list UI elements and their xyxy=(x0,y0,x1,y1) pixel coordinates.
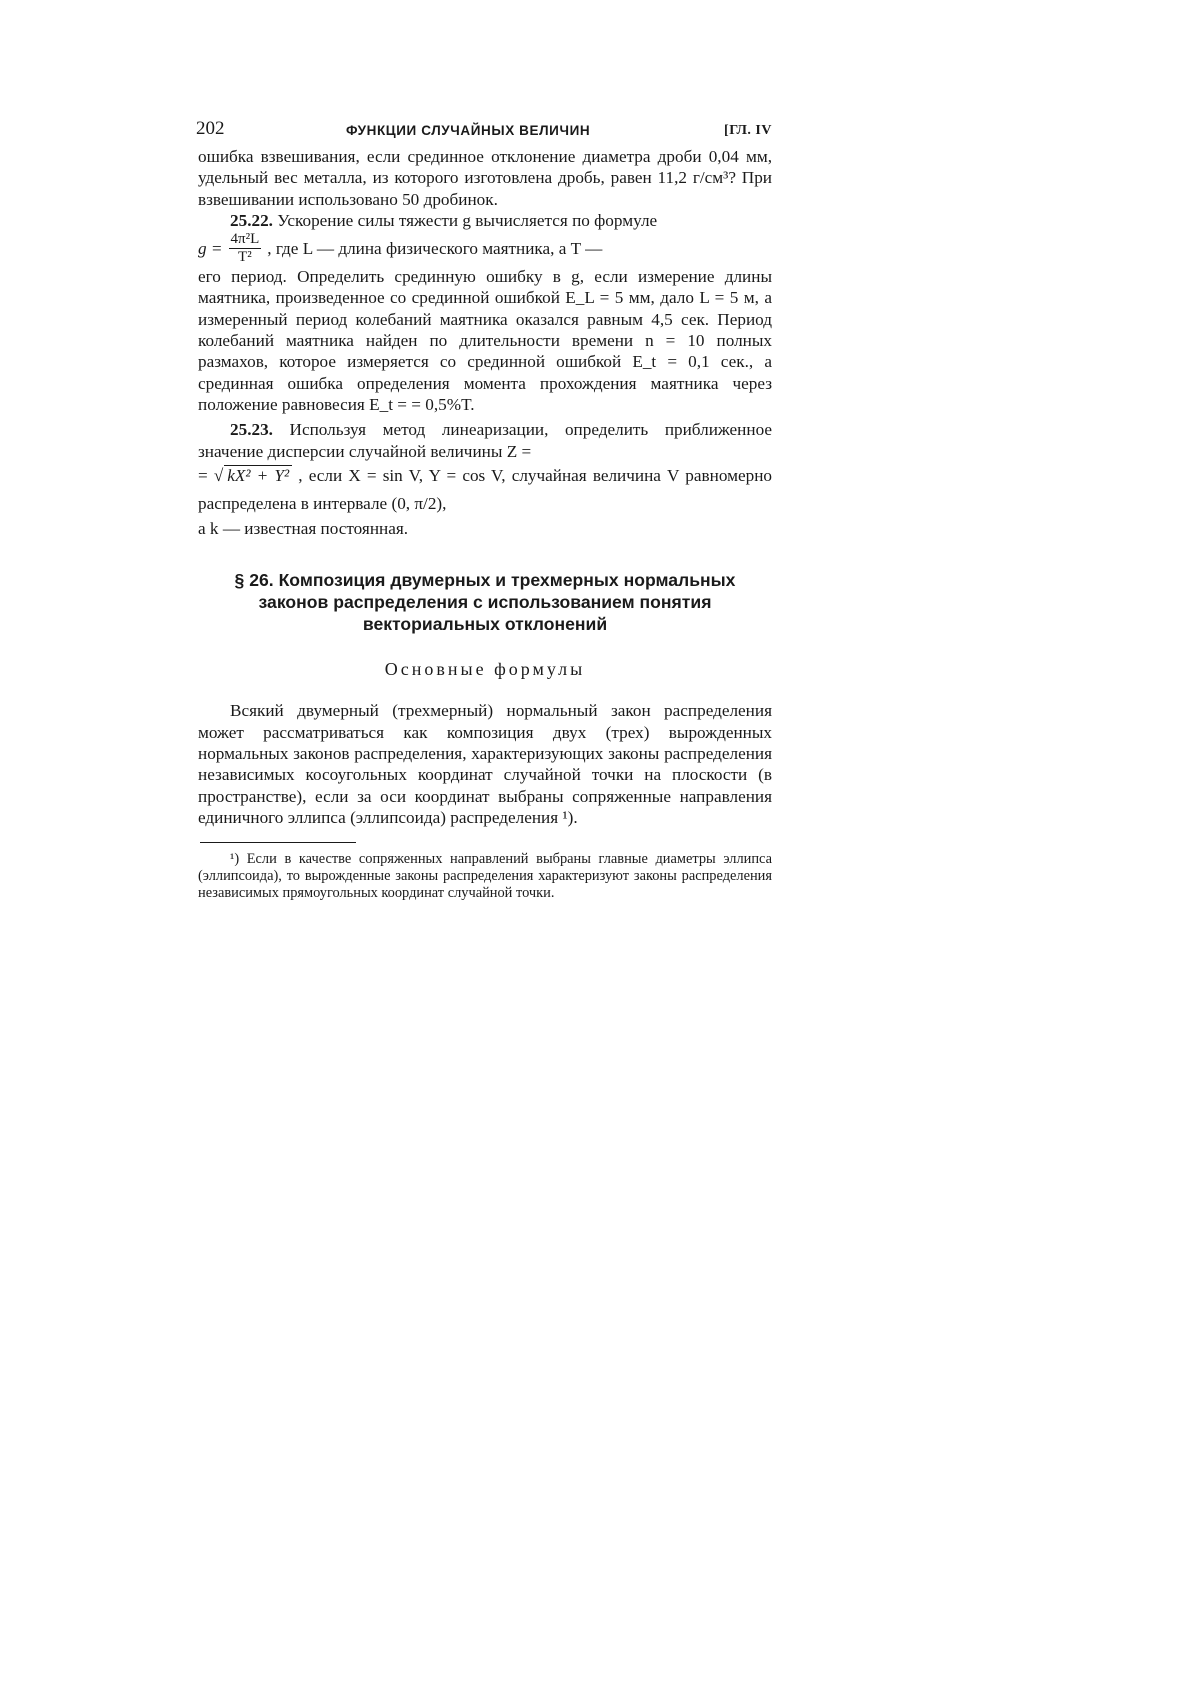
formula-after: , где L — длина физического маятника, а T — xyxy=(267,239,603,259)
sqrt-sign: = √ xyxy=(198,465,224,485)
section-heading: § 26. Композиция двумерных и трехмерных нормальных законов распределения с использованием понятия векториальных отклонений xyxy=(234,570,736,635)
chapter-marker: [ГЛ. IV xyxy=(724,123,772,138)
problem-condition: , если X = sin V, Y = cos V, случайная величина V равномерно распределена в интервале xyxy=(198,465,772,513)
problem-25-22 xyxy=(198,210,772,415)
problem-lead: Ускорение силы тяжести g вычисляется по формуле xyxy=(277,210,658,230)
problem-25-23 xyxy=(198,419,772,539)
book-page xyxy=(198,118,772,902)
problem-tail: а k — известная постоянная. xyxy=(198,518,409,538)
fraction-numerator: 4π²L xyxy=(230,231,260,248)
problem-number: 25.23. xyxy=(230,420,273,440)
paragraph-continuation: ошибка взвешивания, если срединное отклонение диаметра дроби 0,04 мм, удельный вес металла, из которого изготовлена дробь, равен 11,2 г/см³? При взвешивании использовано 50 дробинок. xyxy=(198,147,772,209)
fraction xyxy=(229,231,262,266)
formula-lhs: g = xyxy=(198,239,223,259)
section-subheading: Основные формулы xyxy=(384,659,586,680)
running-header xyxy=(198,118,772,146)
problem-lead: Используя метод линеаризации, определить приближенное значение дисперсии случайной величины Z = xyxy=(198,420,773,461)
running-title: ФУНКЦИИ СЛУЧАЙНЫХ ВЕЛИЧИН xyxy=(346,123,591,138)
problem-number: 25.22. xyxy=(230,210,273,230)
page-number: 202 xyxy=(196,118,225,139)
formula-g xyxy=(198,231,772,266)
problem-body: его период. Определить срединную ошибку в g, если измерение длины маятника, произведенное со срединной ошибкой E_L = 5 мм, дало L = 5 м, а измеренный период колебаний маятника оказался равным 4,5 сек. Период колебаний маятника найден по длительности времени n = 10 полных размахов, которое измеряется со срединной ошибкой E_t = 0,1 сек., а срединная ошибка определения момента прохождения маятника через положение равновесия E_t = = 0,5%T. xyxy=(198,267,772,414)
footnote: ¹) Если в качестве сопряженных направлений выбраны главные диаметры эллипса (эллипсоида), то вырожденные законы распределения характеризуют законы распределения независимых прямоугольных координат случайной точки. xyxy=(198,851,772,902)
main-paragraph: Всякий двумерный (трехмерный) нормальный закон распределения может рассматриваться как композиция двух (трех) вырожденных нормальных законов распределения, характеризующих законы распределения независимых косоугольных координат случайной точки на плоскости (в пространстве), если за оси координат выбраны сопряженные направления единичного эллипса (эллипсоида) распределения ¹). xyxy=(198,701,772,827)
sqrt-radicand: kX² + Y² xyxy=(224,465,292,485)
footnote-rule xyxy=(200,842,356,843)
interval: (0, π/2), xyxy=(391,493,447,513)
fraction-denominator: T² xyxy=(238,249,252,266)
